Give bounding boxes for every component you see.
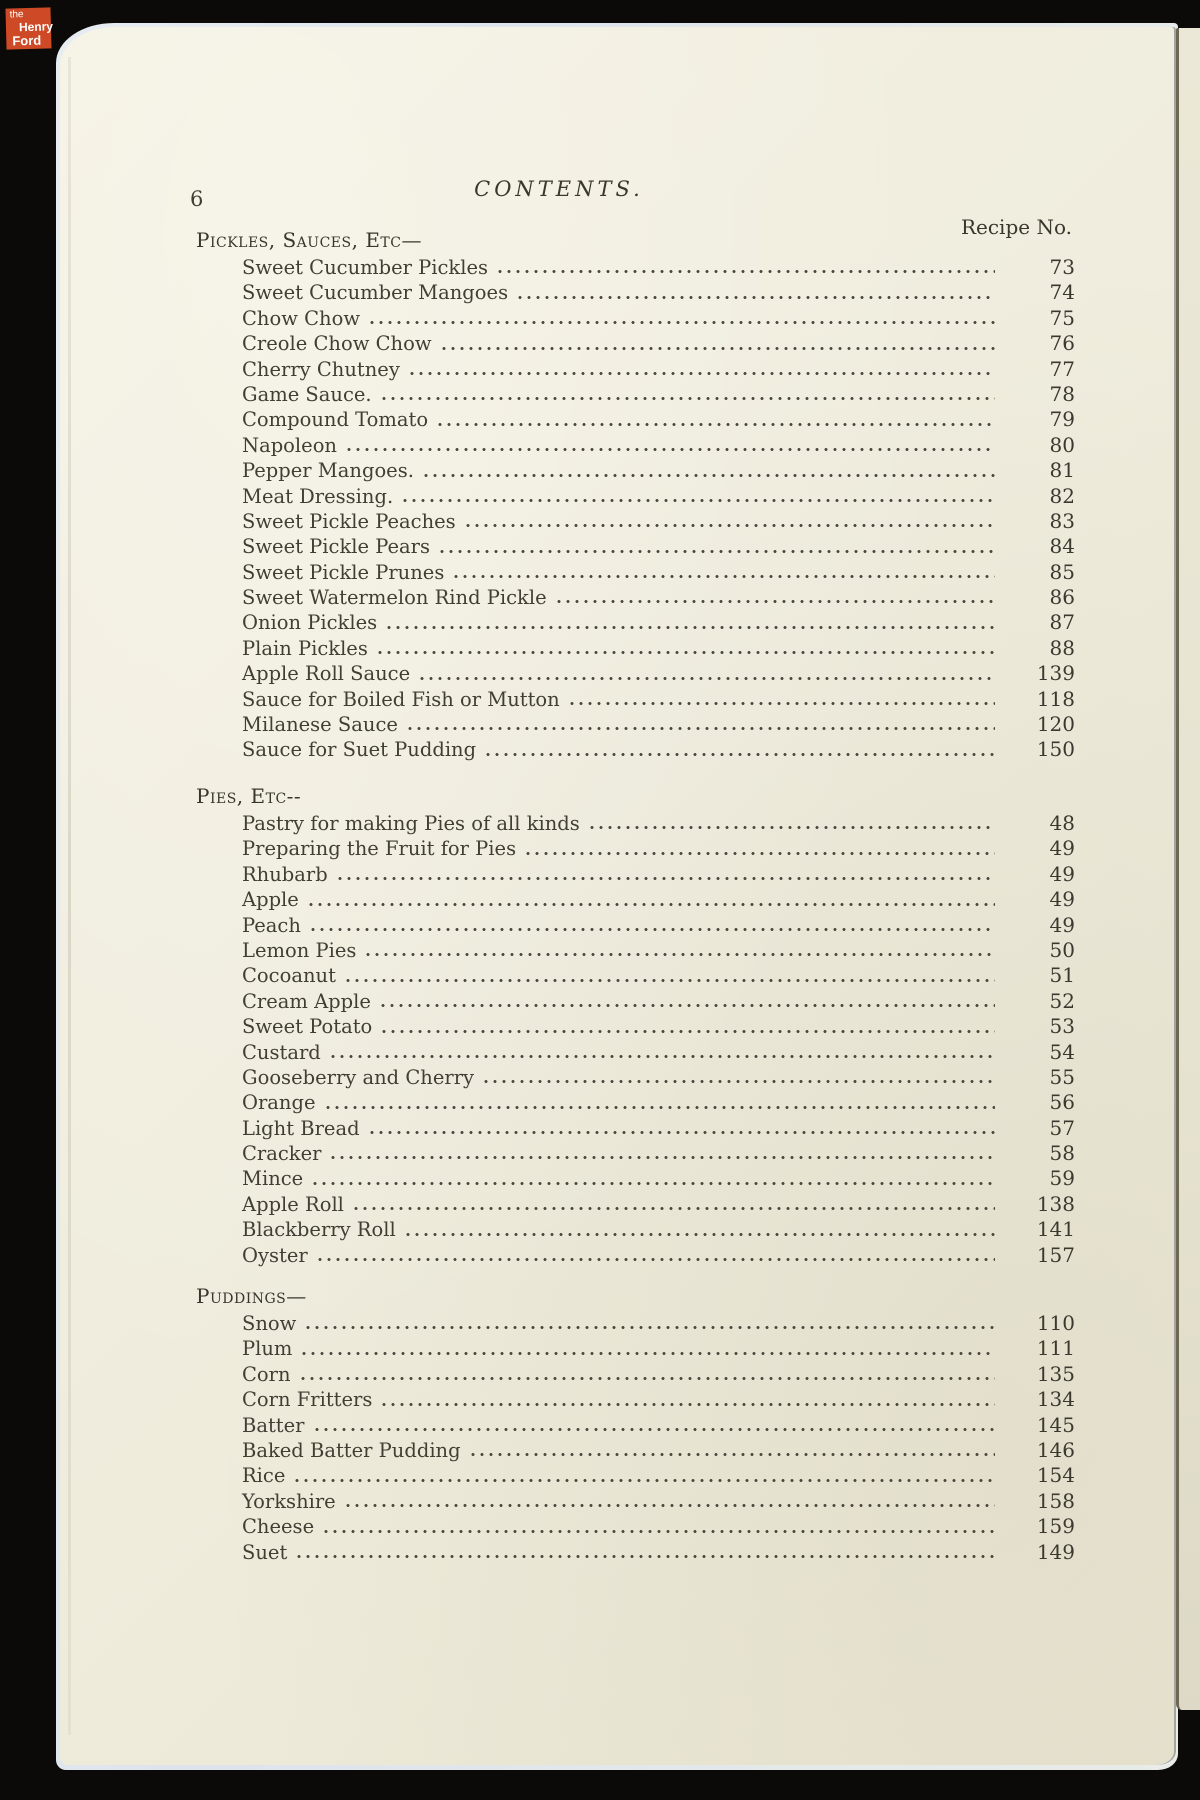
recipe-number: 157 xyxy=(1036,1242,1075,1267)
recipe-label: Napoleon xyxy=(242,433,337,457)
recipe-label: Sweet Watermelon Rind Pickle xyxy=(242,586,547,610)
toc-row xyxy=(242,1413,1075,1438)
toc-row xyxy=(242,1243,1075,1268)
dot-leader xyxy=(366,951,995,958)
toc-row xyxy=(242,737,1075,762)
recipe-number: 141 xyxy=(1036,1217,1075,1242)
recipe-number: 159 xyxy=(1036,1514,1075,1539)
recipe-number: 49 xyxy=(1049,887,1075,912)
book-page xyxy=(60,27,1174,1765)
recipe-number: 75 xyxy=(1049,305,1075,330)
toc-row xyxy=(242,1540,1075,1565)
recipe-number: 58 xyxy=(1049,1141,1075,1166)
recipe-label: Compound Tomato xyxy=(242,408,429,432)
recipe-number: 134 xyxy=(1036,1387,1075,1412)
recipe-number: 138 xyxy=(1036,1191,1075,1216)
dot-leader xyxy=(518,294,995,301)
toc-row xyxy=(242,913,1075,938)
toc-row xyxy=(242,712,1075,737)
recipe-label: Apple Roll Sauce xyxy=(242,662,411,686)
recipe-label: Sweet Cucumber Pickles xyxy=(242,256,489,279)
toc-row xyxy=(242,687,1075,712)
toc-row xyxy=(242,484,1075,509)
recipe-label: Gooseberry and Cherry xyxy=(242,1065,475,1089)
toc-row xyxy=(242,1141,1075,1166)
recipe-label: Apple xyxy=(242,888,299,912)
toc-row xyxy=(242,636,1075,661)
recipe-label: Game Sauce. xyxy=(242,382,372,406)
recipe-label: Milanese Sauce xyxy=(242,713,398,737)
recipe-number: 49 xyxy=(1049,836,1075,861)
recipe-number: 49 xyxy=(1049,861,1075,886)
dot-leader xyxy=(382,1401,995,1408)
section-heading: Puddings— xyxy=(196,1284,307,1308)
toc-row xyxy=(242,836,1075,861)
dot-leader xyxy=(311,926,995,933)
recipe-label: Sweet Pickle Peaches xyxy=(242,509,456,533)
toc-row xyxy=(242,1040,1075,1065)
recipe-number: 51 xyxy=(1049,963,1075,988)
logo-text-henry: Henry xyxy=(18,19,54,35)
toc-row xyxy=(242,1116,1075,1141)
dot-leader xyxy=(408,725,995,732)
dot-leader xyxy=(309,901,995,908)
recipe-label: Plum xyxy=(242,1337,293,1361)
recipe-label: Onion Pickles xyxy=(242,611,378,635)
recipe-number: 78 xyxy=(1049,381,1075,406)
dot-leader xyxy=(370,319,995,326)
recipe-number: 55 xyxy=(1049,1064,1075,1089)
dot-leader xyxy=(346,977,995,984)
dot-leader xyxy=(370,1129,995,1136)
recipe-label: Sweet Potato xyxy=(242,1015,373,1039)
recipe-label: Peach xyxy=(242,913,301,937)
recipe-label: Cherry Chutney xyxy=(242,357,400,381)
recipe-label: Creole Chow Chow xyxy=(242,332,432,356)
toc-row xyxy=(242,331,1075,356)
recipe-number: 135 xyxy=(1036,1361,1075,1386)
dot-leader xyxy=(484,1078,995,1085)
dot-leader xyxy=(318,1256,995,1263)
toc-row xyxy=(242,1217,1075,1242)
logo-text-ford: Ford xyxy=(12,32,42,49)
adjacent-page-edge xyxy=(1176,28,1200,1710)
recipe-label: Plain Pickles xyxy=(242,636,368,660)
toc-row xyxy=(242,1090,1075,1115)
recipe-number: 49 xyxy=(1049,912,1075,937)
dot-leader xyxy=(557,598,995,605)
toc-row xyxy=(242,887,1075,912)
recipe-number: 110 xyxy=(1036,1311,1075,1335)
dot-leader xyxy=(466,522,995,529)
dot-leader xyxy=(424,472,995,479)
toc-row xyxy=(242,661,1075,686)
recipe-number: 77 xyxy=(1049,356,1075,381)
recipe-label: Custard xyxy=(242,1040,321,1064)
page-number: 6 xyxy=(190,187,204,211)
recipe-label: Mince xyxy=(242,1167,304,1191)
recipe-number: 81 xyxy=(1049,458,1075,483)
section-puddings xyxy=(60,1285,1174,1565)
dot-leader xyxy=(382,1028,995,1035)
recipe-number: 74 xyxy=(1049,280,1075,305)
toc-row xyxy=(242,1311,1075,1336)
recipe-number: 86 xyxy=(1049,585,1075,610)
recipe-label: Preparing the Fruit for Pies xyxy=(242,837,517,861)
recipe-label: Corn xyxy=(242,1362,291,1386)
recipe-number: 149 xyxy=(1036,1539,1075,1564)
recipe-label: Rice xyxy=(242,1464,286,1488)
recipe-number: 145 xyxy=(1036,1412,1075,1437)
recipe-number: 53 xyxy=(1049,1014,1075,1039)
toc-row xyxy=(242,433,1075,458)
dot-leader xyxy=(301,1375,995,1382)
dot-leader xyxy=(313,1180,995,1187)
recipe-label: Sweet Pickle Prunes xyxy=(242,560,445,584)
section-heading: Pickles, Sauces, Etc— xyxy=(196,228,422,252)
recipe-label: Sauce for Suet Pudding xyxy=(242,738,477,762)
toc-row xyxy=(242,560,1075,585)
toc-row xyxy=(242,963,1075,988)
dot-leader xyxy=(315,1426,996,1433)
dot-leader xyxy=(440,548,995,555)
dot-leader xyxy=(302,1350,995,1357)
recipe-number: 50 xyxy=(1049,937,1075,962)
recipe-number: 48 xyxy=(1049,811,1075,835)
toc-row xyxy=(242,585,1075,610)
toc-row xyxy=(242,1514,1075,1539)
dot-leader xyxy=(346,1502,995,1509)
dot-leader xyxy=(410,370,995,377)
dot-leader xyxy=(486,751,995,758)
toc-row xyxy=(242,1336,1075,1361)
dot-leader xyxy=(442,345,995,352)
dot-leader xyxy=(590,824,995,831)
recipe-number: 85 xyxy=(1049,559,1075,584)
toc-row xyxy=(242,407,1075,432)
dot-leader xyxy=(570,700,995,707)
toc-row xyxy=(242,610,1075,635)
toc-row xyxy=(242,811,1075,836)
dot-leader xyxy=(338,875,995,882)
toc-row xyxy=(242,862,1075,887)
recipe-number: 88 xyxy=(1049,635,1075,660)
logo-text-the: the xyxy=(9,9,24,21)
toc-row xyxy=(242,458,1075,483)
recipe-label: Cream Apple xyxy=(242,989,371,1013)
dot-leader xyxy=(347,446,995,453)
recipe-number: 56 xyxy=(1049,1090,1075,1115)
section-pickles-sauces xyxy=(60,229,1174,763)
toc-row xyxy=(242,1387,1075,1412)
dot-leader xyxy=(406,1231,995,1238)
recipe-number: 54 xyxy=(1049,1039,1075,1064)
recipe-label: Cracker xyxy=(242,1142,322,1166)
dot-leader xyxy=(295,1477,995,1484)
recipe-number: 146 xyxy=(1036,1437,1075,1462)
recipe-number: 158 xyxy=(1036,1488,1075,1513)
recipe-label: Cocoanut xyxy=(242,964,336,988)
recipe-label: Lemon Pies xyxy=(242,938,357,962)
recipe-number: 120 xyxy=(1036,712,1075,737)
recipe-label: Sweet Pickle Pears xyxy=(242,535,430,559)
recipe-number: 80 xyxy=(1049,432,1075,457)
recipe-number: 59 xyxy=(1049,1166,1075,1191)
recipe-label: Snow xyxy=(242,1312,297,1335)
toc-row xyxy=(242,938,1075,963)
toc-rows xyxy=(242,255,1075,763)
dot-leader xyxy=(354,1205,995,1212)
toc-rows xyxy=(242,811,1075,1268)
page-title: CONTENTS. xyxy=(474,177,644,201)
dot-leader xyxy=(454,573,995,580)
recipe-number: 118 xyxy=(1036,686,1075,711)
toc-row xyxy=(242,357,1075,382)
toc-row xyxy=(242,306,1075,331)
recipe-label: Cheese xyxy=(242,1515,315,1539)
toc-row xyxy=(242,1065,1075,1090)
dot-leader xyxy=(471,1451,995,1458)
recipe-label: Pepper Mangoes. xyxy=(242,459,414,483)
recipe-number: 84 xyxy=(1049,534,1075,559)
recipe-number: 139 xyxy=(1036,661,1075,686)
recipe-number: 79 xyxy=(1049,407,1075,432)
henry-ford-logo xyxy=(5,7,54,49)
toc-row xyxy=(242,1166,1075,1191)
recipe-label: Rhubarb xyxy=(242,862,328,886)
recipe-label: Yorkshire xyxy=(242,1489,336,1513)
toc-row xyxy=(242,1014,1075,1039)
dot-leader xyxy=(378,649,995,656)
recipe-number: 82 xyxy=(1049,483,1075,508)
recipe-label: Blackberry Roll xyxy=(242,1218,396,1242)
recipe-number: 154 xyxy=(1036,1463,1075,1488)
recipe-number: 76 xyxy=(1049,331,1075,356)
section-heading: Pies, Etc-- xyxy=(196,784,302,808)
dot-leader xyxy=(387,624,995,631)
toc-row xyxy=(242,1362,1075,1387)
toc-row xyxy=(242,382,1075,407)
dot-leader xyxy=(438,421,995,428)
recipe-label: Oyster xyxy=(242,1243,308,1267)
recipe-label: Baked Batter Pudding xyxy=(242,1438,461,1462)
toc-row xyxy=(242,1463,1075,1488)
dot-leader xyxy=(306,1324,995,1331)
toc-row xyxy=(242,534,1075,559)
toc-row xyxy=(242,280,1075,305)
section-pies xyxy=(60,785,1174,1268)
recipe-label: Batter xyxy=(242,1413,305,1437)
recipe-number: 150 xyxy=(1036,737,1075,762)
recipe-label: Pastry for making Pies of all kinds xyxy=(242,812,580,835)
toc-row xyxy=(242,989,1075,1014)
recipe-label: Orange xyxy=(242,1091,316,1115)
recipe-label: Corn Fritters xyxy=(242,1388,373,1412)
dot-leader xyxy=(324,1528,995,1535)
toc-row xyxy=(242,509,1075,534)
dot-leader xyxy=(326,1104,995,1111)
recipe-label: Suet xyxy=(242,1540,288,1564)
dot-leader xyxy=(526,850,995,857)
recipe-number: 52 xyxy=(1049,988,1075,1013)
dot-leader xyxy=(331,1053,995,1060)
recipe-label: Apple Roll xyxy=(242,1192,344,1216)
dot-leader xyxy=(381,1002,995,1009)
recipe-number: 73 xyxy=(1049,255,1075,279)
recipe-number: 83 xyxy=(1049,508,1075,533)
recipe-label: Light Bread xyxy=(242,1116,360,1140)
recipe-label: Sauce for Boiled Fish or Mutton xyxy=(242,687,560,711)
dot-leader xyxy=(420,675,995,682)
recipe-label: Chow Chow xyxy=(242,306,361,330)
recipe-label: Meat Dressing. xyxy=(242,484,394,508)
recipe-label: Sweet Cucumber Mangoes xyxy=(242,281,509,305)
dot-leader xyxy=(498,268,995,275)
dot-leader xyxy=(403,497,995,504)
recipe-number: 87 xyxy=(1049,610,1075,635)
recipe-no-column-header: Recipe No. xyxy=(960,215,1072,239)
toc-row xyxy=(242,1192,1075,1217)
toc-row xyxy=(242,1489,1075,1514)
recipe-number: 111 xyxy=(1036,1336,1075,1361)
dot-leader xyxy=(382,395,995,402)
dot-leader xyxy=(297,1553,995,1560)
toc-rows xyxy=(242,1311,1075,1565)
toc-row xyxy=(242,1438,1075,1463)
toc-row xyxy=(242,255,1075,280)
recipe-number: 57 xyxy=(1049,1115,1075,1140)
dot-leader xyxy=(331,1154,995,1161)
